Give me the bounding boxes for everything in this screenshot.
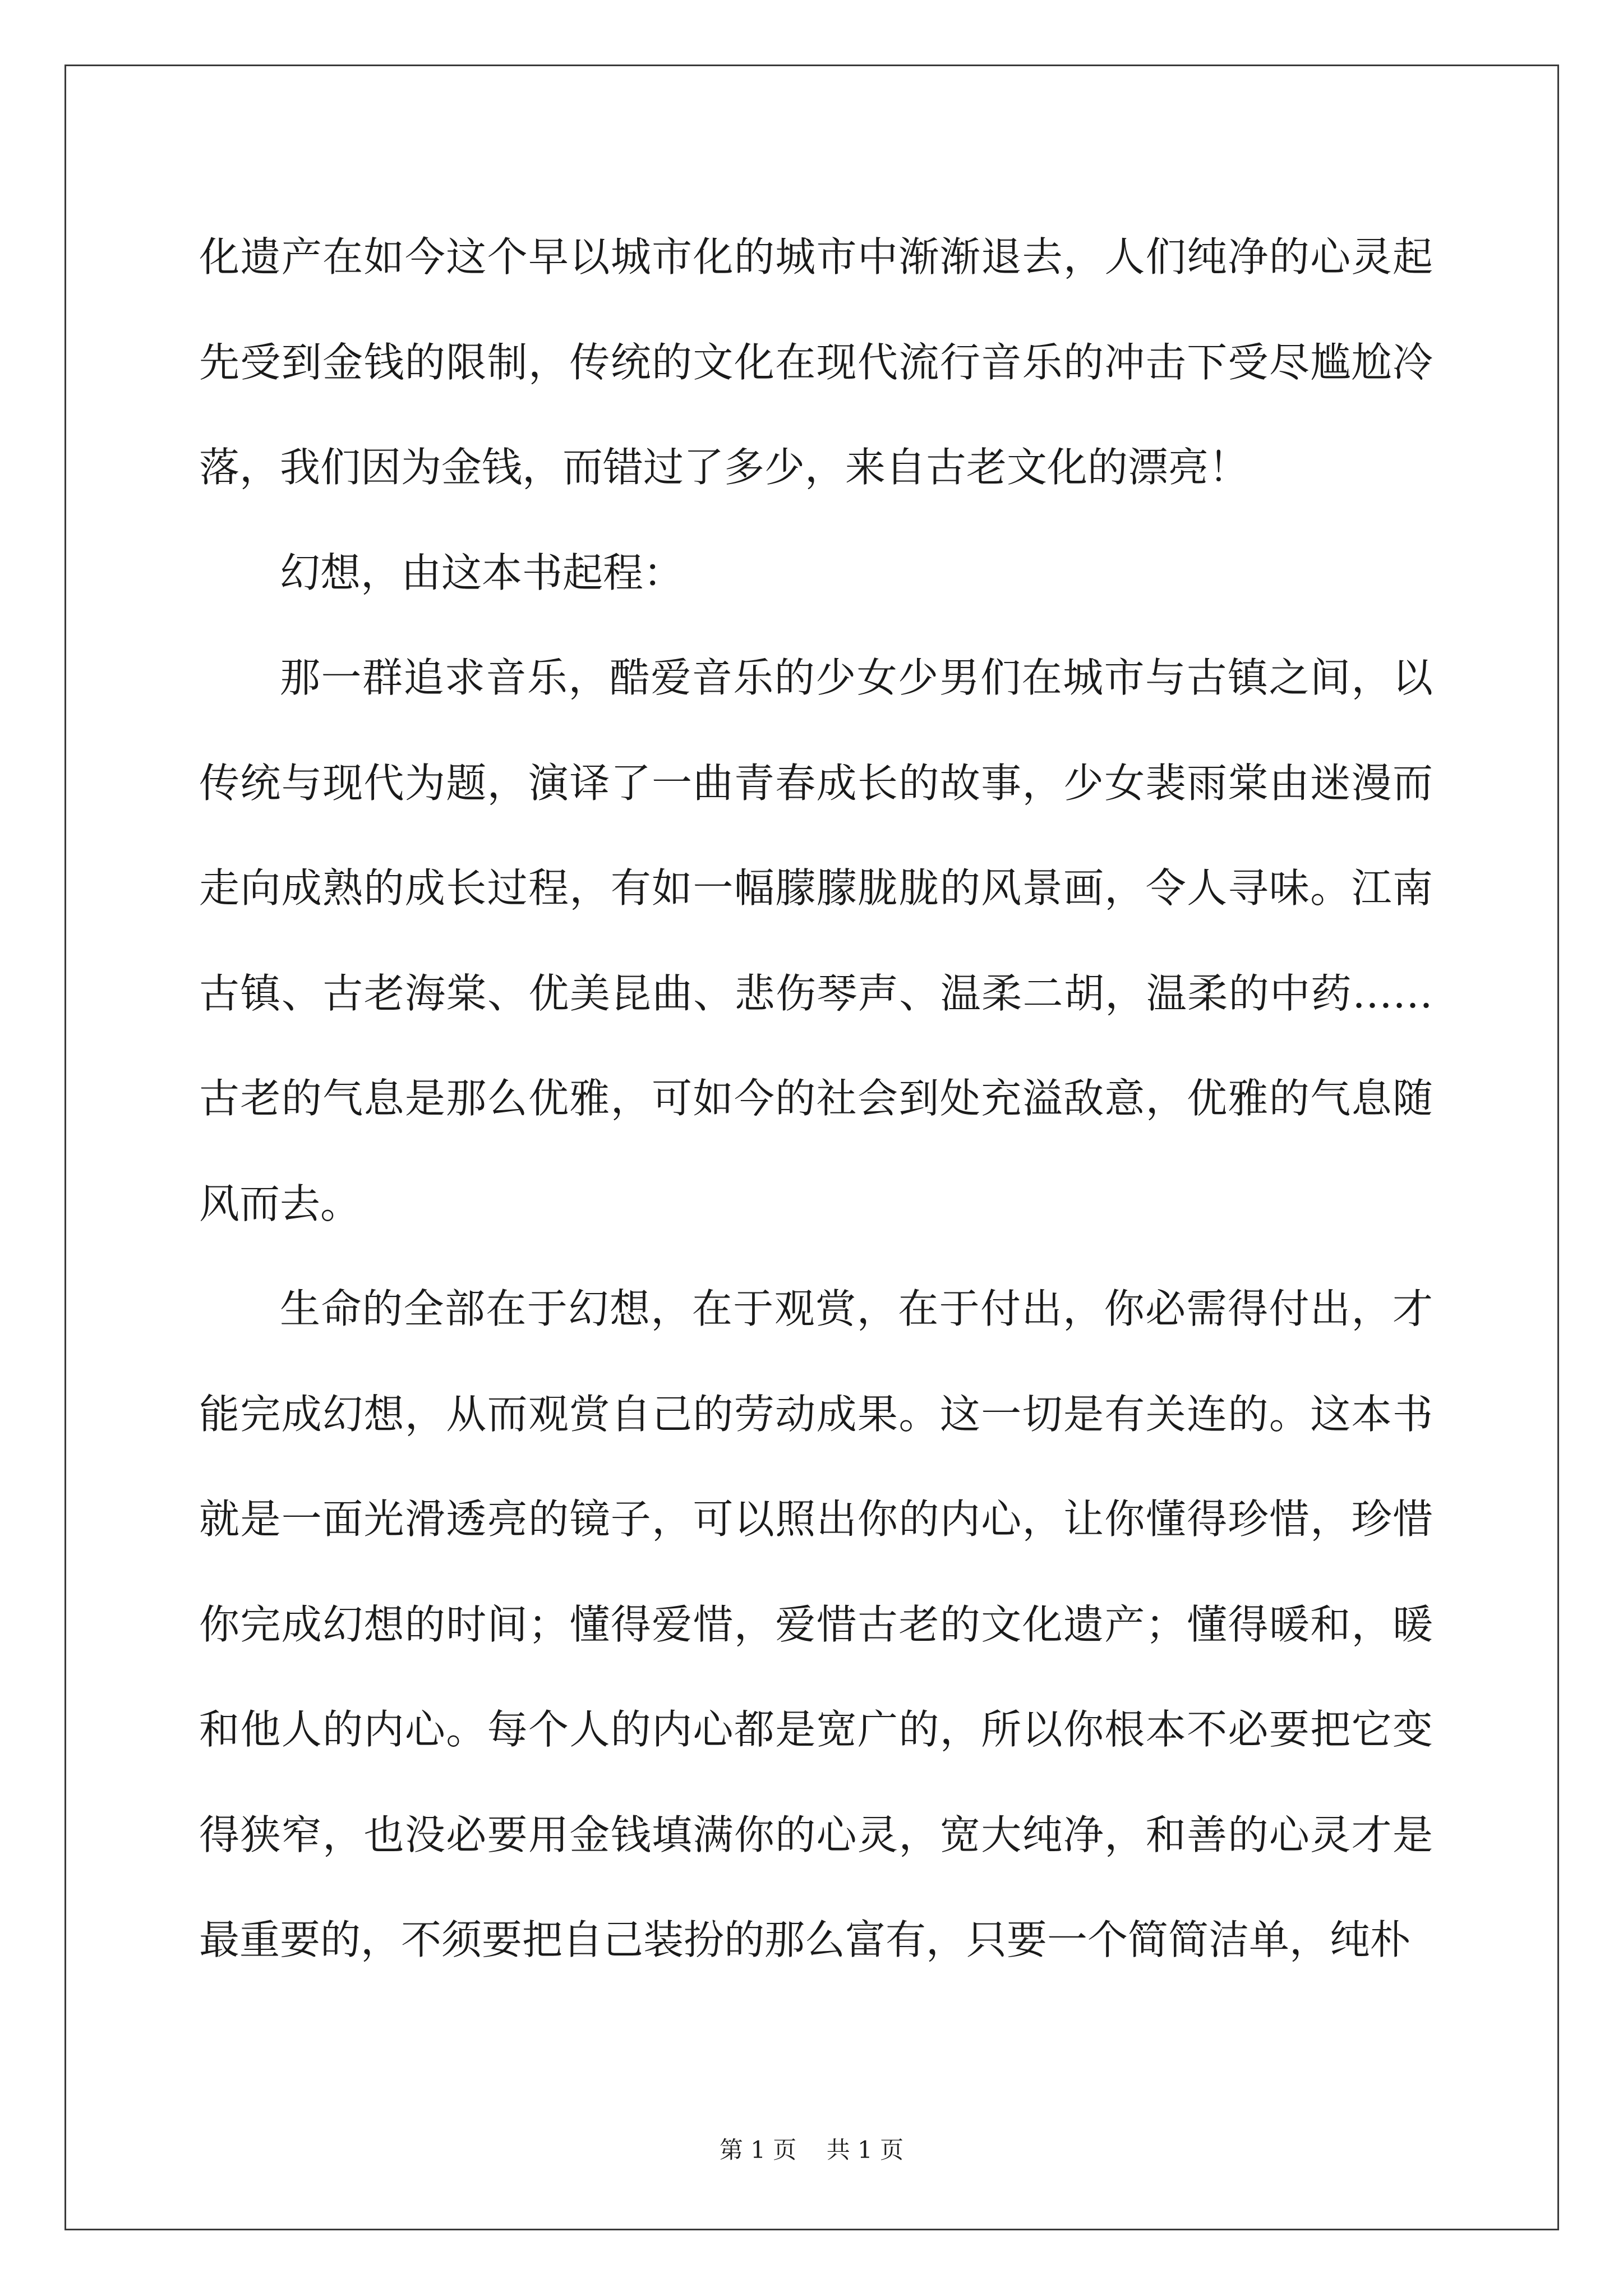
- paragraph-1: 化遗产在如今这个早以城市化的城市中渐渐退去，人们纯净的心灵起先受到金钱的限制，传统的文化在现代流行音乐的冲击下受尽尴尬冷落，我们因为金钱，而错过了多少，来自古老文化的漂亮！: [199, 233, 1433, 491]
- document-body: [199, 205, 1433, 1993]
- paragraph-4: 生命的全部在于幻想，在于观赏，在于付出，你必需得付出，才能完成幻想，从而观赏自己的劳动成果。这一切是有关连的。这本书就是一面光滑透亮的镜子，可以照出你的内心，让你懂得珍惜，珍惜你完成幻想的时间；懂得爱惜，爱惜古老的文化遗产；懂得暖和，暖和他人的内心。每个人的内心都是宽广的，所以你根本不必要把它变得狭窄，也没必要用金钱填满你的心灵，宽大纯净，和善的心灵才是最重要的，不须要把自己装扮的那么富有，只要一个简简洁单，纯朴: [199, 1285, 1433, 1963]
- page-number-footer: 第 1 页 共 1 页: [719, 2136, 904, 2164]
- paragraph-3: 那一群追求音乐，酷爱音乐的少女少男们在城市与古镇之间，以传统与现代为题，演译了一曲青春成长的故事，少女裴雨棠由迷漫而走向成熟的成长过程，有如一幅朦朦胧胧的风景画，令人寻味。江南古镇、古老海棠、优美昆曲、悲伤琴声、温柔二胡，温柔的中药……古老的气息是那么优雅，可如今的社会到处充溢敌意，优雅的气息随风而去。: [199, 654, 1433, 1227]
- paragraph-2: 幻想，由这本书起程：: [280, 549, 684, 596]
